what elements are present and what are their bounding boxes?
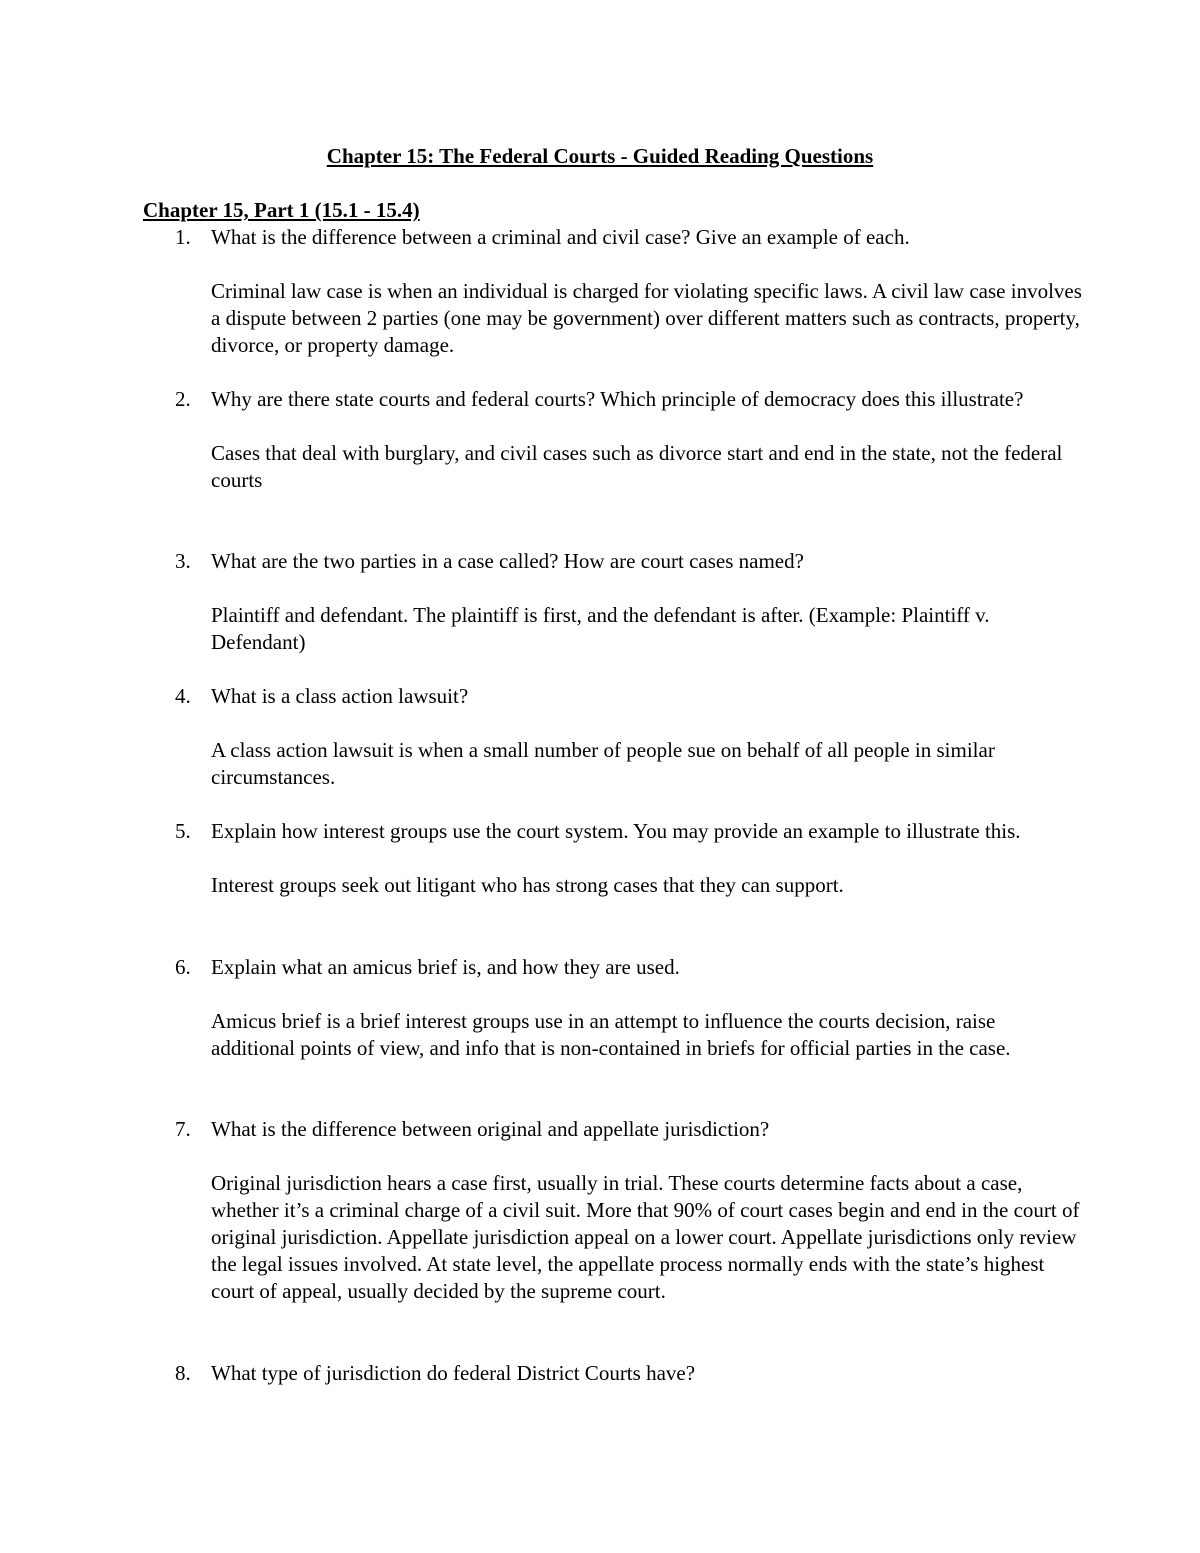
question-text: What is a class action lawsuit? bbox=[211, 684, 469, 708]
question-number: 8. bbox=[175, 1361, 191, 1385]
question-number: 1. bbox=[175, 225, 191, 249]
answer-text: Plaintiff and defendant. The plaintiff is first, and the defendant is after. (Example: Plaintiff v. Defendant) bbox=[211, 603, 990, 654]
document-title: Chapter 15: The Federal Courts - Guided Reading Questions bbox=[326, 144, 874, 168]
question-text: What type of jurisdiction do federal District Courts have? bbox=[211, 1361, 696, 1385]
question-item-3 bbox=[143, 548, 1083, 656]
question-number: 3. bbox=[175, 549, 191, 573]
question-text: What is the difference between a criminal and civil case? Give an example of each. bbox=[211, 225, 910, 249]
question-text: Explain how interest groups use the court system. You may provide an example to illustrate this. bbox=[211, 819, 1021, 843]
question-text: What are the two parties in a case called? How are court cases named? bbox=[211, 549, 804, 573]
question-number: 6. bbox=[175, 955, 191, 979]
question-item-2 bbox=[143, 386, 1083, 494]
answer-text: Original jurisdiction hears a case first, usually in trial. These courts determine facts about a case, whether it’s a criminal charge of a civil suit. More that 90% of court cases begin and end in the court of original jurisdiction. Appellate jurisdiction appeal on a lower court. Appellate jurisdictions only review the legal issues involved. At state level, the appellate process normally ends with the state’s highest court of appeal, usually decided by the supreme court. bbox=[211, 1171, 1080, 1303]
question-item-6 bbox=[143, 954, 1083, 1062]
question-text: What is the difference between original and appellate jurisdiction? bbox=[211, 1117, 770, 1141]
question-text: Why are there state courts and federal courts? Which principle of democracy does this illustrate? bbox=[211, 387, 1024, 411]
question-number: 5. bbox=[175, 819, 191, 843]
question-item-5 bbox=[143, 818, 1083, 899]
question-item-8 bbox=[143, 1360, 1083, 1387]
section-heading: Chapter 15, Part 1 (15.1 - 15.4) bbox=[143, 198, 420, 222]
question-item-4 bbox=[143, 683, 1083, 791]
answer-text: Criminal law case is when an individual is charged for violating specific laws. A civil law case involves a dispute between 2 parties (one may be government) over different matters such as contracts, property, divorce, or property damage. bbox=[211, 279, 1082, 357]
answer-text: Amicus brief is a brief interest groups use in an attempt to influence the courts decision, raise additional points of view, and info that is non-contained in briefs for official parties in the case. bbox=[211, 1009, 1011, 1060]
question-item-7 bbox=[143, 1116, 1083, 1305]
answer-text: Cases that deal with burglary, and civil cases such as divorce start and end in the state, not the federal courts bbox=[211, 441, 1063, 492]
answer-text: A class action lawsuit is when a small number of people sue on behalf of all people in similar circumstances. bbox=[211, 738, 995, 789]
answer-text: Interest groups seek out litigant who has strong cases that they can support. bbox=[211, 873, 844, 897]
question-text: Explain what an amicus brief is, and how they are used. bbox=[211, 955, 680, 979]
question-item-1 bbox=[143, 224, 1083, 359]
question-number: 4. bbox=[175, 684, 191, 708]
question-number: 7. bbox=[175, 1117, 191, 1141]
question-number: 2. bbox=[175, 387, 191, 411]
